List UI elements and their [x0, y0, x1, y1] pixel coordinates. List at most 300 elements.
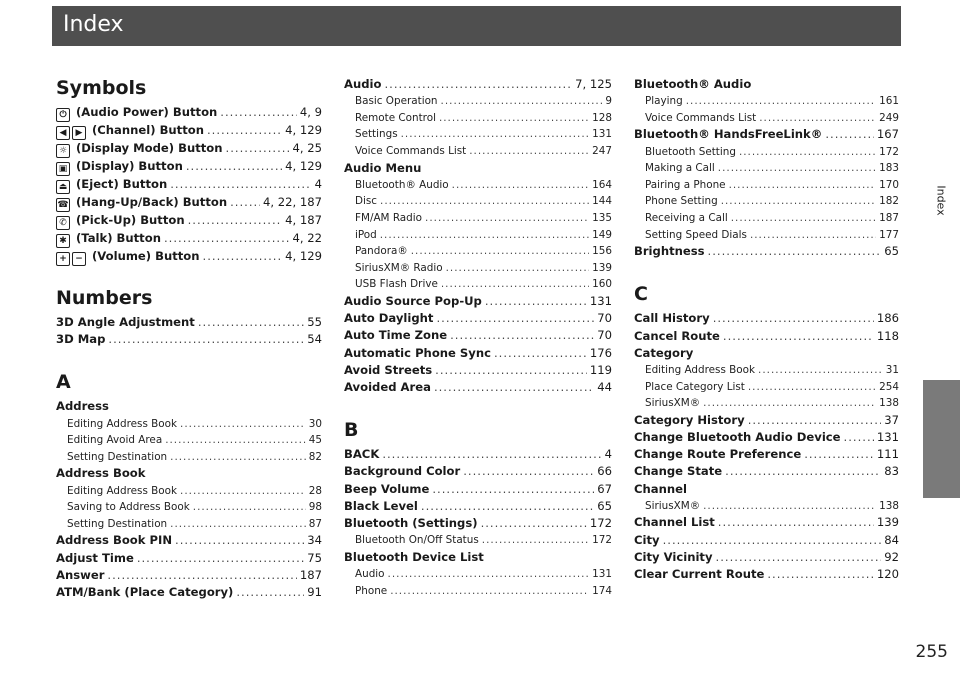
index-entry[interactable]: [344, 345, 612, 362]
index-entry[interactable]: [56, 331, 322, 348]
page-ref: 44: [597, 379, 612, 394]
button-glyph-icon: ▣: [56, 162, 70, 176]
leader-dots: [107, 567, 296, 584]
entry-label: Phone Setting: [645, 195, 718, 208]
page-ref: 111: [876, 447, 899, 462]
leader-dots: [180, 416, 306, 433]
leader-dots: [435, 362, 587, 379]
entry-label: Auto Daylight: [344, 311, 434, 326]
leader-dots: [198, 314, 304, 331]
entry-label: Category History: [634, 412, 745, 427]
section-heading-numbers: Numbers: [56, 287, 153, 309]
entry-label: Automatic Phone Sync: [344, 345, 491, 360]
leader-dots: [384, 76, 572, 93]
index-subentry[interactable]: [56, 432, 322, 449]
button-icon: [56, 140, 72, 158]
button-glyph-icon: ⏏: [56, 180, 70, 194]
index-subentry[interactable]: [344, 93, 612, 110]
leader-dots: [723, 328, 874, 345]
entry-label: Setting Destination: [67, 450, 168, 463]
page-ref: 144: [592, 195, 612, 208]
leader-dots: [758, 362, 883, 379]
index-entry[interactable]: [344, 446, 612, 463]
page-ref: 87: [308, 517, 322, 530]
page-ref: 82: [308, 450, 322, 463]
index-subentry[interactable]: [634, 210, 899, 227]
entry-label: Setting Speed Dials: [645, 228, 747, 241]
entry-label: Clear Current Route: [634, 566, 765, 581]
entry-label: Voice Commands List: [645, 111, 757, 124]
leader-dots: [748, 379, 876, 396]
entry-label: (Channel) Button: [92, 123, 204, 137]
index-subentry[interactable]: [634, 395, 899, 412]
page-ref: 84: [884, 532, 899, 547]
entry-label: Remote Control: [355, 111, 436, 124]
leader-dots: [686, 93, 876, 110]
page-ref: 4: [314, 177, 322, 191]
page-ref: 172: [589, 515, 612, 530]
leader-dots: [729, 177, 877, 194]
index-subentry[interactable]: [56, 483, 322, 500]
index-subentry[interactable]: [634, 498, 899, 515]
entry-label: (Audio Power) Button: [76, 105, 218, 119]
side-tab-label: Index: [934, 184, 948, 216]
button-glyph-icon: ☼: [56, 144, 70, 158]
page-ref: 45: [308, 434, 322, 447]
leader-dots: [226, 140, 290, 157]
page-ref: 170: [879, 178, 899, 191]
index-subentry[interactable]: [344, 227, 612, 244]
leader-dots: [193, 499, 306, 516]
index-subentry[interactable]: [344, 532, 612, 549]
button-icon: [56, 104, 72, 122]
index-subentry[interactable]: [56, 416, 322, 433]
leader-dots: [186, 158, 282, 175]
index-entry[interactable]: [56, 248, 322, 266]
leader-dots: [469, 143, 589, 160]
index-subentry[interactable]: [634, 93, 899, 110]
button-icon: [56, 122, 88, 140]
entry-label: Playing: [645, 95, 683, 108]
title-bar: [52, 6, 901, 46]
button-glyph-icon: ✆: [56, 216, 70, 230]
entry-label: BACK: [344, 447, 380, 462]
entry-label: City Vicinity: [634, 549, 713, 564]
page-ref: 4, 187: [285, 213, 322, 227]
entry-label: USB Flash Drive: [355, 278, 438, 291]
page-ref: 249: [879, 111, 899, 124]
entry-label: Editing Address Book: [67, 417, 178, 430]
page-ref: 247: [592, 144, 612, 157]
entry-label: Background Color: [344, 464, 461, 479]
page-ref: 156: [592, 245, 612, 258]
page-ref: 65: [597, 498, 612, 513]
leader-dots: [703, 498, 876, 515]
page-ref: 131: [589, 293, 612, 308]
leader-dots: [220, 104, 297, 121]
index-entry[interactable]: Address: [56, 399, 109, 414]
entry-label: Address Book PIN: [56, 533, 173, 548]
page-ref: 177: [879, 228, 899, 241]
button-icon: [56, 230, 72, 248]
page-ref: 4, 22, 187: [263, 195, 322, 209]
leader-dots: [380, 193, 589, 210]
leader-dots: [421, 498, 594, 515]
leader-dots: [713, 310, 874, 327]
entry-label: Channel List: [634, 515, 715, 530]
entry-label: Beep Volume: [344, 481, 430, 496]
entry-label: Brightness: [634, 244, 705, 259]
page-ref: 4, 22: [292, 231, 322, 245]
index-subentry[interactable]: [634, 160, 899, 177]
index-entry[interactable]: [344, 481, 612, 498]
index-subentry[interactable]: [344, 260, 612, 277]
entry-label: Auto Time Zone: [344, 328, 448, 343]
index-entry[interactable]: Category: [634, 345, 694, 360]
leader-dots: [703, 395, 876, 412]
page-ref: 131: [876, 429, 899, 444]
leader-dots: [432, 481, 594, 498]
index-subentry[interactable]: [634, 362, 899, 379]
entry-label: Bluetooth® Audio: [355, 178, 449, 191]
leader-dots: [188, 212, 283, 229]
entry-label: Phone: [355, 584, 388, 597]
index-subentry[interactable]: [634, 144, 899, 161]
leader-dots: [452, 177, 589, 194]
page-ref: 149: [592, 228, 612, 241]
leader-dots: [207, 122, 282, 139]
entry-label: (Talk) Button: [76, 231, 161, 245]
page-ref: 91: [307, 584, 322, 599]
leader-dots: [380, 227, 589, 244]
index-subentry[interactable]: [56, 449, 322, 466]
index-entry[interactable]: [634, 76, 899, 93]
page-ref: 4, 129: [285, 159, 322, 173]
page-ref: 160: [592, 278, 612, 291]
index-subentry[interactable]: [56, 499, 322, 516]
leader-dots: [203, 248, 283, 265]
page-ref: 65: [884, 244, 899, 259]
index-entry[interactable]: [56, 532, 322, 549]
entry-label: Voice Commands List: [355, 144, 467, 157]
leader-dots: [441, 93, 603, 110]
leader-dots: [485, 293, 587, 310]
index-subentry[interactable]: [344, 143, 612, 160]
entry-label: (Display Mode) Button: [76, 141, 223, 155]
leader-dots: [446, 260, 590, 277]
index-entry[interactable]: [344, 76, 612, 93]
leader-dots: [748, 412, 882, 429]
entry-label: Bluetooth® HandsFreeLink®: [634, 127, 823, 142]
page-ref: 4: [604, 447, 612, 462]
leader-dots: [170, 449, 306, 466]
index-entry[interactable]: [634, 566, 899, 583]
entry-label: Receiving a Call: [645, 211, 728, 224]
button-glyph-icon: ▶: [72, 126, 86, 140]
entry-label: (Display) Button: [76, 159, 183, 173]
entry-label: Editing Address Book: [645, 363, 756, 376]
page-ref: 119: [589, 362, 612, 377]
leader-dots: [767, 566, 873, 583]
index-entry[interactable]: [344, 310, 612, 327]
leader-dots: [165, 432, 306, 449]
index-entry[interactable]: [634, 243, 899, 260]
page-ref: 139: [592, 261, 612, 274]
leader-dots: [390, 583, 589, 600]
index-entry[interactable]: [56, 122, 322, 140]
page-ref: 31: [885, 363, 899, 376]
entry-label: Answer: [56, 567, 105, 582]
index-entry[interactable]: [344, 515, 612, 532]
index-entry[interactable]: [634, 126, 899, 143]
leader-dots: [170, 176, 311, 193]
page-ref: 186: [876, 311, 899, 326]
leader-dots: [716, 549, 882, 566]
leader-dots: [434, 379, 594, 396]
page-ref: 37: [884, 412, 899, 427]
index-entry[interactable]: [634, 514, 899, 531]
index-subentry[interactable]: [344, 177, 612, 194]
index-subentry[interactable]: [634, 193, 899, 210]
index-entry[interactable]: [344, 379, 612, 396]
page-ref: 174: [592, 584, 612, 597]
leader-dots: [388, 566, 590, 583]
button-icon: [56, 248, 88, 266]
leader-dots: [481, 515, 587, 532]
entry-label: Adjust Time: [56, 550, 134, 565]
entry-label: City: [634, 532, 660, 547]
side-tab[interactable]: [923, 380, 960, 498]
leader-dots: [718, 160, 876, 177]
index-entry[interactable]: [634, 549, 899, 566]
leader-dots: [164, 230, 290, 247]
entry-label: Pairing a Phone: [645, 178, 726, 191]
page-ref: 9: [605, 95, 612, 108]
index-entry[interactable]: [634, 412, 899, 429]
page-ref: 182: [879, 195, 899, 208]
index-subentry[interactable]: [344, 276, 612, 293]
page-number: 255: [915, 642, 948, 662]
page-ref: 70: [597, 311, 612, 326]
button-icon: [56, 194, 72, 212]
leader-dots: [731, 210, 876, 227]
entry-label: Setting Destination: [67, 517, 168, 530]
page-ref: 135: [592, 211, 612, 224]
leader-dots: [441, 276, 589, 293]
index-entry[interactable]: [56, 314, 322, 331]
page-ref: 139: [876, 515, 899, 530]
letter-heading-a: A: [56, 371, 71, 394]
leader-dots: [804, 446, 874, 463]
leader-dots: [725, 463, 881, 480]
index-subentry[interactable]: [634, 177, 899, 194]
index-entry[interactable]: Bluetooth Device List: [344, 549, 484, 564]
entry-label: Change Route Preference: [634, 447, 802, 462]
index-entry[interactable]: [344, 498, 612, 515]
index-entry[interactable]: [344, 463, 612, 480]
button-glyph-icon: ☎: [57, 200, 69, 210]
entry-label: SiriusXM®: [645, 499, 701, 512]
leader-dots: [436, 310, 594, 327]
index-entry[interactable]: [634, 328, 899, 345]
leader-dots: [482, 532, 589, 549]
entry-label: FM/AM Radio: [355, 211, 423, 224]
entry-label: ATM/Bank (Place Category): [56, 584, 234, 599]
index-entry[interactable]: [634, 532, 899, 549]
button-glyph-icon: −: [72, 252, 86, 266]
button-glyph-icon: ◀: [56, 126, 70, 140]
index-entry[interactable]: Address Book: [56, 466, 146, 481]
entry-label: Audio Source Pop-Up: [344, 293, 482, 308]
entry-label: Editing Avoid Area: [67, 434, 163, 447]
index-entry[interactable]: [56, 584, 322, 601]
page-ref: 83: [884, 464, 899, 479]
index-subentry[interactable]: [344, 243, 612, 260]
page-ref: 120: [876, 566, 899, 581]
page-ref: 28: [308, 484, 322, 497]
page-ref: 54: [307, 332, 322, 347]
button-icon: [56, 176, 72, 194]
page-title: Index: [63, 12, 124, 37]
leader-dots: [825, 126, 874, 143]
leader-dots: [708, 243, 882, 260]
leader-dots: [750, 227, 876, 244]
index-entry[interactable]: [344, 362, 612, 379]
page-ref: 30: [308, 417, 322, 430]
entry-label: Cancel Route: [634, 328, 720, 343]
index-subentry[interactable]: [634, 379, 899, 396]
index-entry[interactable]: Channel: [634, 481, 687, 496]
page-ref: 254: [879, 380, 899, 393]
entry-label: Call History: [634, 311, 710, 326]
leader-dots: [439, 110, 589, 127]
index-entry[interactable]: [56, 567, 322, 584]
entry-label: Disc: [355, 195, 378, 208]
index-subentry[interactable]: [344, 126, 612, 143]
leader-dots: [494, 345, 587, 362]
page-ref: 98: [308, 501, 322, 514]
leader-dots: [463, 463, 594, 480]
section-heading-symbols: Symbols: [56, 77, 147, 99]
index-column-1: [56, 76, 322, 601]
button-glyph-icon: +: [56, 252, 70, 266]
leader-dots: [663, 532, 882, 549]
index-entry[interactable]: [56, 230, 322, 248]
index-entry[interactable]: [634, 446, 899, 463]
page-ref: 4, 129: [285, 123, 322, 137]
entry-label: Saving to Address Book: [67, 501, 190, 514]
index-subentry[interactable]: [344, 210, 612, 227]
index-subentry[interactable]: [56, 516, 322, 533]
leader-dots: [236, 584, 304, 601]
page-ref: 4, 9: [299, 105, 322, 119]
page-ref: 4, 25: [292, 141, 322, 155]
entry-label: 3D Angle Adjustment: [56, 315, 195, 329]
index-column-3: [634, 76, 899, 583]
index-entry[interactable]: [634, 429, 899, 446]
index-entry[interactable]: [56, 176, 322, 194]
button-glyph-icon: ⏻: [56, 108, 70, 122]
leader-dots: [382, 446, 601, 463]
page-ref: 70: [597, 328, 612, 343]
entry-label: Audio: [355, 567, 385, 580]
entry-label: Place Category List: [645, 380, 745, 393]
page-ref: 92: [884, 549, 899, 564]
index-entry[interactable]: [344, 327, 612, 344]
index-entry[interactable]: [56, 158, 322, 176]
page-ref: 67: [597, 481, 612, 496]
page-ref: 164: [592, 178, 612, 191]
page-ref: 167: [876, 127, 899, 142]
leader-dots: [739, 144, 876, 161]
leader-dots: [425, 210, 589, 227]
entry-label: Change Bluetooth Audio Device: [634, 429, 841, 444]
page-ref: 34: [307, 533, 322, 548]
letter-heading-b: B: [344, 419, 359, 442]
index-entry[interactable]: [634, 310, 899, 327]
entry-label: Pandora®: [355, 245, 408, 258]
entry-label: Avoided Area: [344, 379, 431, 394]
index-subentry[interactable]: [344, 583, 612, 600]
index-subentry[interactable]: [634, 227, 899, 244]
entry-label: (Hang-Up/Back) Button: [76, 195, 228, 209]
page-ref: 138: [879, 397, 899, 410]
page-ref: 118: [876, 328, 899, 343]
entry-label: 3D Map: [56, 332, 106, 347]
button-icon: [56, 212, 72, 230]
page-ref: 161: [879, 95, 899, 108]
index-entry[interactable]: [56, 212, 322, 230]
button-icon: [56, 158, 72, 176]
page-ref: 138: [879, 499, 899, 512]
leader-dots: [137, 550, 304, 567]
entry-label: Avoid Streets: [344, 362, 433, 377]
leader-dots: [844, 429, 874, 446]
entry-label: (Volume) Button: [92, 249, 200, 263]
index-entry[interactable]: [56, 140, 322, 158]
entry-label: iPod: [355, 228, 377, 241]
index-subentry[interactable]: [344, 566, 612, 583]
index-entry[interactable]: [344, 293, 612, 310]
entry-label: Bluetooth (Settings): [344, 515, 478, 530]
page-ref: 172: [592, 534, 612, 547]
entry-label: Editing Address Book: [67, 484, 178, 497]
entry-label: Change State: [634, 464, 723, 479]
index-column-2: [344, 76, 612, 599]
leader-dots: [401, 126, 590, 143]
page-ref: 187: [879, 211, 899, 224]
index-entry[interactable]: [634, 463, 899, 480]
index-subentry[interactable]: [344, 193, 612, 210]
page-ref: 75: [307, 550, 322, 565]
leader-dots: [230, 194, 260, 211]
entry-label: Settings: [355, 128, 398, 141]
index-entry[interactable]: [56, 550, 322, 567]
leader-dots: [108, 331, 304, 348]
entry-label: (Pick-Up) Button: [76, 213, 185, 227]
leader-dots: [759, 110, 876, 127]
page-ref: 55: [307, 315, 322, 329]
page-ref: 128: [592, 111, 612, 124]
index-entry[interactable]: Audio Menu: [344, 160, 422, 175]
entry-label: Black Level: [344, 498, 418, 513]
letter-heading-c: C: [634, 283, 648, 306]
index-entry[interactable]: [56, 104, 322, 122]
index-subentry[interactable]: [634, 110, 899, 127]
index-subentry[interactable]: [344, 110, 612, 127]
index-entry[interactable]: [56, 194, 322, 212]
page-ref: 172: [879, 145, 899, 158]
